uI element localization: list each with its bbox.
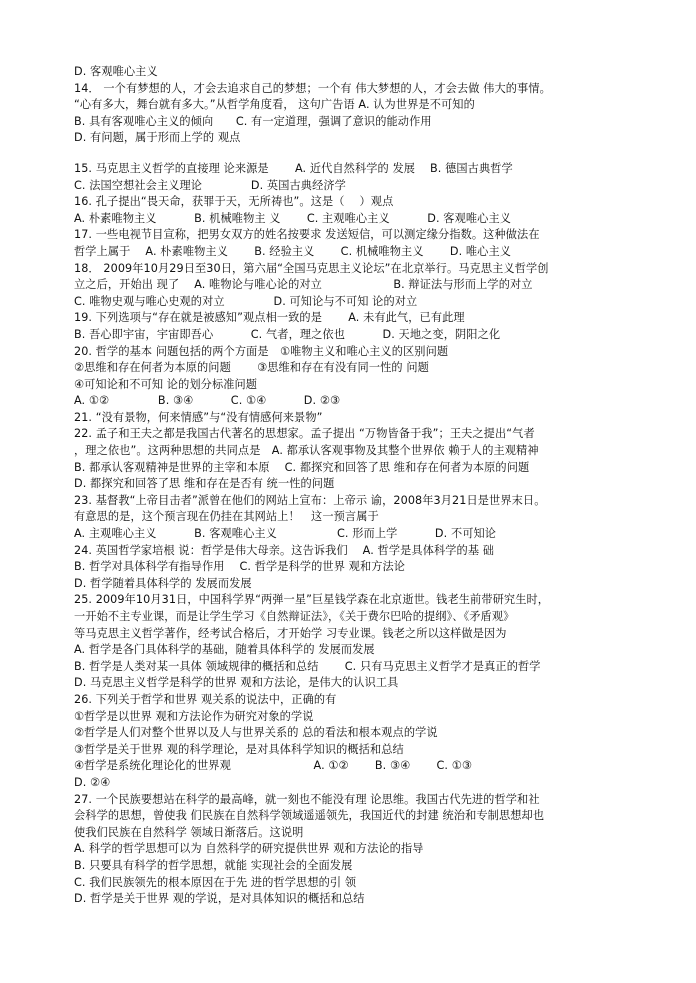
question-14-line: B. 具有客观唯心主义的倾向 C. 有一定道理，强调了意识的能动作用 bbox=[74, 114, 432, 128]
question-27-line: 会科学的思想，曾使我 们民族在自然科学领域遥遥领先，我国近代的封建 统治和专制思想却也 bbox=[74, 809, 545, 823]
question-27-line: B. 只要具有科学的哲学思想，就能 实现社会的全面发展 bbox=[74, 858, 353, 872]
question-17-line: 哲学上属于 A. 朴素唯物主义 B. 经验主义 C. 机械唯物主义 D. 唯心主义 bbox=[74, 244, 512, 258]
question-27-line: 使我们民族在自然科学 领域日渐落后。这说明 bbox=[74, 825, 304, 839]
question-19-line: B. 吾心即宇宙，宇宙即吾心 C. 气者，理之依也 D. 天地之变，阴阳之化 bbox=[74, 327, 501, 341]
question-20-line: ④可知论和不可知 论的划分标准问题 bbox=[74, 377, 258, 391]
question-25-line: 等马克思主义哲学著作，经考试合格后，才开始学 习专业课。钱老之所以这样做是因为 bbox=[74, 626, 507, 640]
question-24: 24. 英国哲学家培根 说：哲学是伟大母亲。这告诉我们 A. 哲学是具体科学的基 础 bbox=[74, 543, 495, 557]
question-19: 19. 下列选项与“存在就是被感知”观点相一致的是 A. 未有此气，已有此理 bbox=[74, 311, 465, 325]
question-14-line: “心有多大，舞台就有多大。”从哲学角度看， 这句广告语 A. 认为世界是不可知的 bbox=[74, 98, 475, 112]
question-25-line: D. 马克思主义哲学是科学的世界 观和方法论，是伟大的认识工具 bbox=[74, 676, 399, 690]
question-14: 14． 一个有梦想的人，才会去追求自己的梦想；一个有 伟大梦想的人，才会去做 伟大的事情。 bbox=[74, 81, 551, 95]
question-20: 20. 哲学的基本 问题包括的两个方面是 ①唯物主义和唯心主义的区别问题 bbox=[74, 344, 449, 358]
question-27-line: C. 我们民族领先的根本原因在于先 进的哲学思想的引 领 bbox=[74, 875, 357, 889]
question-24-line: B. 哲学对具体科学有指导作用 C. 哲学是科学的世界 观和方法论 bbox=[74, 560, 406, 574]
question-16-line: A. 朴素唯物主义 B. 机械唯物主 义 C. 主观唯心主义 D. 客观唯心主义 bbox=[74, 211, 512, 225]
question-26-line: ④哲学是系统化理论化的世界观 A. ①② B. ③④ C. ①③ bbox=[74, 759, 472, 773]
blank-gap bbox=[74, 147, 636, 161]
question-16: 16. 孔子提出“畏天命，获罪于天，无所祷也”。这是（ ）观点 bbox=[74, 195, 394, 209]
question-26-line: ①哲学是以世界 观和方法论作为研究对象的学说 bbox=[74, 709, 314, 723]
question-23-line: A. 主观唯心主义 B. 客观唯心主义 C. 形而上学 D. 不可知论 bbox=[74, 527, 497, 541]
question-17: 17. 一些电视节目宣称，把男女双方的姓名按要求 发送短信，可以测定缘分指数。这种做法在 bbox=[74, 228, 540, 242]
question-14-line: D. 有问题，属于形而上学的 观点 bbox=[74, 131, 241, 145]
question-25-line: B. 哲学是人类对某一具体 领域规律的概括和总结 C. 只有马克思主义哲学才是真正的哲学 bbox=[74, 659, 541, 673]
question-27: 27. 一个民族要想站在科学的最高峰，就一刻也不能没有理 论思维。我国古代先进的哲学和社 bbox=[74, 792, 540, 806]
question-15-line: C. 法国空想社会主义理论 D. 英国古典经济学 bbox=[74, 178, 346, 192]
question-22-line: ，理之依也”。这两种思想的共同点是 A. 都承认客观事物及其整个世界依 赖于人的主观精神 bbox=[74, 444, 539, 458]
question-20-line: A. ①② B. ③④ C. ①④ D. ②③ bbox=[74, 394, 341, 408]
question-18: 18． 2009年10月29日至30日，第六届“全国马克思主义论坛”在北京举行。马克思主义哲学创 bbox=[74, 261, 549, 275]
question-22: 22. 孟子和王夫之都是我国古代著名的思想家。孟子提出 “万物皆备于我”；王夫之提出“气者 bbox=[74, 427, 535, 441]
question-27-line: D. 哲学是关于世界 观的学说，是对具体知识的概括和总结 bbox=[74, 892, 365, 906]
question-26: 26. 下列关于哲学和世界 观关系的说法中，正确的有 bbox=[74, 692, 337, 706]
question-23-line: 有意思的是，这个预言现在仍挂在其网站上！ 这一预言属于 bbox=[74, 510, 379, 524]
question-26-line: ③哲学是关于世界 观的科学理论，是对具体科学知识的概括和总结 bbox=[74, 742, 404, 756]
question-23: 23. 基督教“上帝目击者”派曾在他们的网站上宣布：上帝示 谕，2008年3月21日是世界末日。 bbox=[74, 493, 546, 507]
question-25-line: 一开始不主专业课，而是让学生学习《自然辩证法》，《关于费尔巴哈的提纲》、《矛盾观》 bbox=[74, 610, 515, 623]
question-18-line: 立之后，开始出 现了 A. 唯物论与唯心论的对立 B. 辩证法与形而上学的对立 bbox=[74, 278, 533, 292]
question-26-line: D. ②④ bbox=[74, 775, 111, 789]
question-21: 21. “没有景物，何来情感”与“没有情感何来景物” bbox=[74, 410, 323, 424]
question-15: 15. 马克思主义哲学的直接理 论来源是 A. 近代自然科学的 发展 B. 德国古典哲学 bbox=[74, 161, 513, 175]
question-18-line: C. 唯物史观与唯心史观的对立 D. 可知论与不可知 论的对立 bbox=[74, 294, 418, 308]
question-24-line: D. 哲学随着具体科学的 发展而发展 bbox=[74, 576, 252, 590]
question-22-line: D. 都探究和回答了思 维和存在是否有 统一性的问题 bbox=[74, 477, 335, 491]
question-25-line: A. 哲学是各门具体科学的基础，随着具体科学的 发展而发展 bbox=[74, 643, 375, 657]
question-25: 25. 2009年10月31日，中国科学界“两弹一星”巨星钱学森在北京逝世。钱老生前带研究生时， bbox=[74, 593, 550, 607]
question-26-line: ②哲学是人们对整个世界以及人与世界关系的 总的看法和根本观点的学说 bbox=[74, 726, 438, 740]
question-22-line: B. 都承认客观精神是世界的主宰和本原 C. 都探究和回答了思 维和存在何者为本原的问题 bbox=[74, 460, 530, 474]
question-27-line: A. 科学的哲学思想可以为 自然科学的研究提供世界 观和方法论的指导 bbox=[74, 842, 424, 856]
line-d-option: D. 客观唯心主义 bbox=[74, 65, 158, 78]
question-20-line: ②思维和存在何者为本原的问题 ③思维和存在有没有同一性的 问题 bbox=[74, 361, 429, 375]
